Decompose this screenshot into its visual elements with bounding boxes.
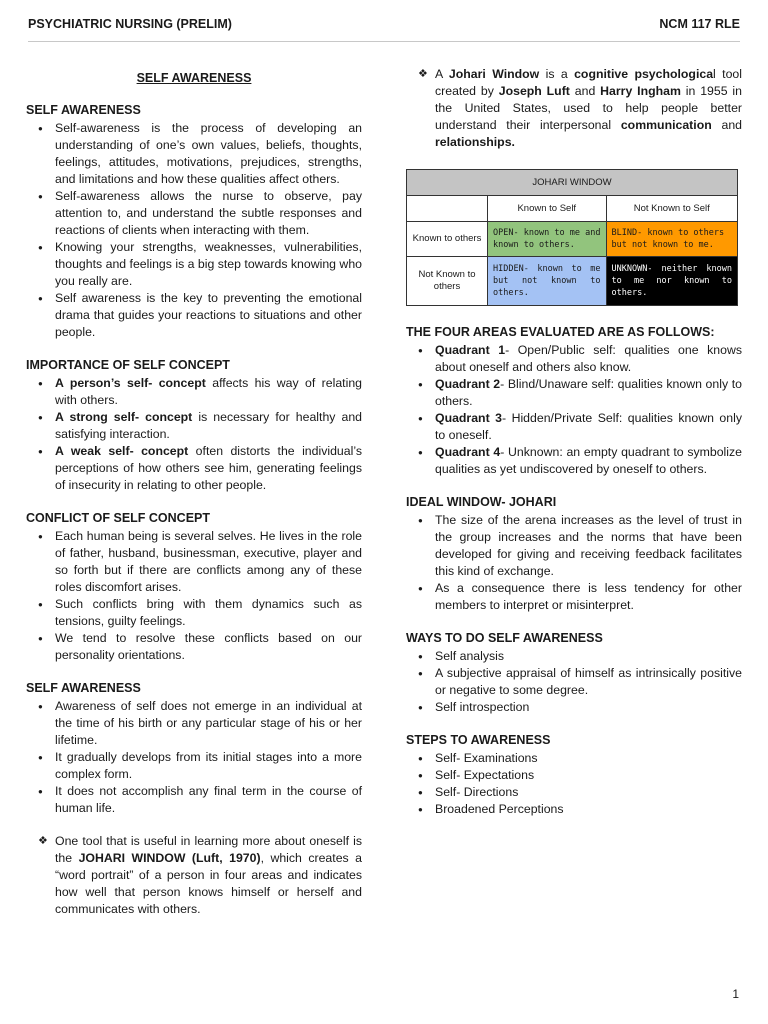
item-text: - Unknown: an empty quadrant to symbolize qualities as yet undiscovered by oneself to others.: [435, 445, 742, 476]
col-header-not-known-to-self: Not Known to Self: [606, 196, 737, 222]
course-title: PSYCHIATRIC NURSING (PRELIM): [28, 17, 232, 31]
johari-intro: [406, 66, 742, 151]
empty-cell: [407, 196, 488, 222]
list-item: ● Self-awareness allows the nurse to observe, pay attention to, and understand the subtle responses and reactions of clients when interacting with them.: [55, 188, 362, 239]
intro-text: and: [711, 118, 742, 132]
intro-text: l tool created by: [435, 67, 742, 98]
hidden-quadrant: HIDDEN- known to me but not known to others.: [488, 257, 607, 306]
ways-list: [406, 648, 742, 716]
list-item: ● As a consequence there is less tendency for other members to interpret or misinterpret.: [435, 580, 742, 614]
document-title: SELF AWARENESS: [136, 71, 252, 85]
section-heading-four-areas: THE FOUR AREAS EVALUATED ARE AS FOLLOWS:: [406, 325, 715, 339]
course-code: NCM 117 RLE: [659, 17, 740, 31]
intro-text: A: [435, 67, 449, 81]
intro-bold: Harry Ingham: [600, 84, 681, 98]
right-column: [406, 66, 742, 834]
section-heading-importance: IMPORTANCE OF SELF CONCEPT: [26, 358, 230, 372]
row-header-not-known-to-others: Not Known to others: [407, 257, 488, 306]
list-item: ● Self awareness is the key to preventing the emotional drama that guides your reactions to situations and other people.: [55, 290, 362, 341]
list-item: ● Knowing your strengths, weaknesses, vulnerabilities, thoughts and feelings is a big step towards knowing who you really are.: [55, 239, 362, 290]
note-text: One tool that is useful in learning more about oneself is the: [55, 834, 362, 865]
conflict-list: [26, 528, 362, 664]
left-column: [26, 66, 362, 918]
section-heading-self-awareness-2: SELF AWARENESS: [26, 681, 141, 695]
list-item: ● Each human being is several selves. He lives in the role of father, husband, businessman, executive, player and so forth but if there are conflicts among any of these roles discomfort arises.: [55, 528, 362, 596]
list-item: ● Self analysis: [435, 648, 742, 665]
list-item: ● The size of the arena increases as the level of trust in the group increases and the norms that have been developed for giving and receiving feedback facilitates this kind of exchange.: [435, 512, 742, 580]
list-item: ● Broadened Perceptions: [435, 801, 742, 818]
list-item: ● A subjective appraisal of himself as intrinsically positive or negative to some degree.: [435, 665, 742, 699]
steps-list: [406, 750, 742, 818]
bold-term: A person’s self- concept: [55, 376, 206, 390]
item-text: often distorts the individual’s perceptions of how others see him, generating feelings of insecurity in relating to other people.: [55, 444, 362, 492]
page-header: [28, 17, 740, 42]
intro-bold: Joseph Luft: [498, 84, 570, 98]
intro-text: is a: [539, 67, 575, 81]
bold-term: Quadrant 3: [435, 411, 502, 425]
bold-term: Quadrant 1: [435, 343, 506, 357]
list-item: ● We tend to resolve these conflicts based on our personality orientations.: [55, 630, 362, 664]
list-item: ● Self- Expectations: [435, 767, 742, 784]
self-awareness-list-2: [26, 698, 362, 817]
list-item: ● It does not accomplish any final term in the course of human life.: [55, 783, 362, 817]
intro-bold: Johari Window: [448, 67, 540, 81]
list-item: ● Self-awareness is the process of developing an understanding of one’s own values, beliefs, thoughts, feelings, attitudes, motivations, prejudices, strengths, and limitations and how these qualities affect others.: [55, 120, 362, 188]
unknown-quadrant: UNKNOWN- neither known to me nor known to others.: [606, 257, 737, 306]
list-item: [435, 410, 742, 444]
list-item: [55, 443, 362, 494]
row-header-known-to-others: Known to others: [407, 222, 488, 257]
list-item: [55, 375, 362, 409]
johari-window-table: [406, 169, 738, 306]
bold-term: A strong self- concept: [55, 410, 193, 424]
intro-bold: cognitive psychologica: [574, 67, 714, 81]
list-item: [435, 444, 742, 478]
blind-quadrant: BLIND- known to others but not known to me.: [606, 222, 737, 257]
ideal-window-list: [406, 512, 742, 614]
four-areas-list: [406, 342, 742, 478]
item-text: affects his way of relating with others.: [55, 376, 362, 407]
list-item: ● It gradually develops from its initial stages into a more complex form.: [55, 749, 362, 783]
intro-bold: communication: [620, 118, 712, 132]
section-heading-self-awareness: SELF AWARENESS: [26, 103, 141, 117]
page-number: 1: [732, 987, 739, 1001]
self-awareness-list: [26, 120, 362, 341]
section-heading-ways: WAYS TO DO SELF AWARENESS: [406, 631, 603, 645]
item-text: - Open/Public self: qualities one knows about oneself and others also know.: [435, 343, 742, 374]
list-item: ● Self- Directions: [435, 784, 742, 801]
col-header-known-to-self: Known to Self: [488, 196, 607, 222]
list-item: [435, 342, 742, 376]
bold-term: Quadrant 4: [435, 445, 501, 459]
list-item: ● Awareness of self does not emerge in an individual at the time of his birth or any particular stage of his or her lifetime.: [55, 698, 362, 749]
section-heading-steps: STEPS TO AWARENESS: [406, 733, 551, 747]
johari-tool-note: [26, 833, 362, 918]
intro-bold: relationships.: [435, 135, 515, 149]
list-item: ● Such conflicts bring with them dynamics such as tensions, guilty feelings.: [55, 596, 362, 630]
intro-text: in 1955 in the United States, used to help people better understand their interpersonal: [435, 84, 742, 132]
item-text: is necessary for healthy and satisfying interaction.: [55, 410, 363, 441]
open-quadrant: OPEN- known to me and known to others.: [488, 222, 607, 257]
section-heading-conflict: CONFLICT OF SELF CONCEPT: [26, 511, 211, 525]
bold-term: Quadrant 2: [435, 377, 501, 391]
bold-term: A weak self- concept: [55, 444, 189, 458]
section-heading-ideal-window: IDEAL WINDOW- JOHARI: [406, 495, 557, 509]
list-item: [55, 409, 362, 443]
importance-list: [26, 375, 362, 494]
item-text: - Hidden/Private Self: qualities known only to oneself.: [435, 411, 742, 442]
note-text: , which creates a “word portrait” of a person in four areas and indicates how well that person knows himself or herself and communicates with others.: [55, 851, 362, 916]
list-item: ● Self introspection: [435, 699, 742, 716]
list-item: [435, 376, 742, 410]
table-title: JOHARI WINDOW: [407, 170, 738, 196]
list-item: ● Self- Examinations: [435, 750, 742, 767]
item-text: - Blind/Unaware self: qualities known only to others.: [435, 377, 742, 408]
note-bold: JOHARI WINDOW (Luft, 1970): [78, 851, 261, 865]
intro-text: and: [569, 84, 601, 98]
